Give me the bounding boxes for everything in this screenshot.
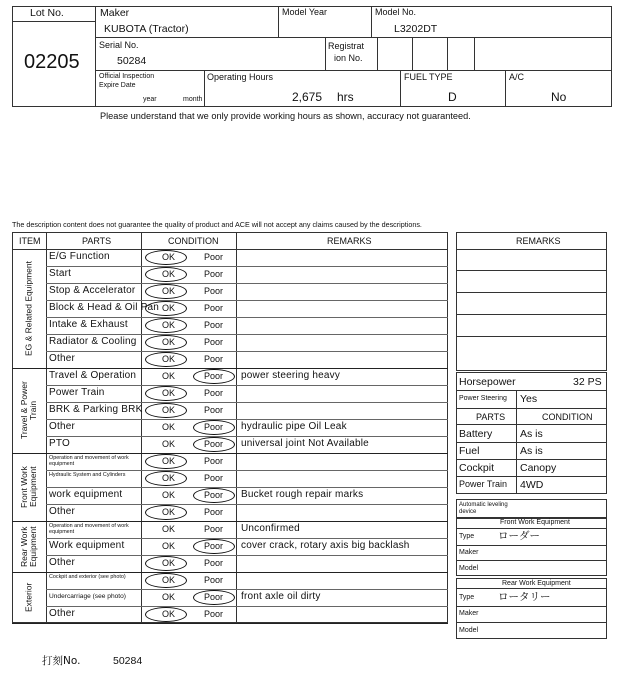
poor-selected-oval xyxy=(193,590,235,605)
ok-selected-oval xyxy=(145,607,187,622)
condition-ok: OK xyxy=(162,507,176,517)
condition-poor: Poor xyxy=(204,541,224,551)
battery-label: Battery xyxy=(459,428,493,440)
ok-selected-oval xyxy=(145,318,187,333)
rear-maker-label: Maker xyxy=(459,610,479,617)
hours-value: 2,675 xyxy=(292,90,323,104)
fuel-type-value: D xyxy=(448,90,457,104)
condition-poor: Poor xyxy=(204,252,224,262)
part-label: Radiator & Cooling xyxy=(49,336,137,347)
condition-poor: Poor xyxy=(204,575,224,585)
maker-label: Maker xyxy=(100,7,130,19)
condition-poor: Poor xyxy=(204,507,224,517)
condition-ok: OK xyxy=(162,388,176,398)
front-type-value: ローダー xyxy=(498,530,540,542)
part-label: Intake & Exhaust xyxy=(49,319,128,330)
ok-selected-oval xyxy=(145,505,187,520)
description-notice: The description content does not guarantee the quality of product and ACE will not accept any claims caused by the descriptions. xyxy=(12,220,422,229)
condition-ok: OK xyxy=(162,303,176,313)
remark-text: universal joint Not Available xyxy=(241,438,369,449)
model-year-label: Model Year xyxy=(282,7,328,17)
condition-ok: OK xyxy=(162,252,176,262)
remark-text: hydraulic pipe Oil Leak xyxy=(241,421,347,432)
rear-type-label: Type xyxy=(459,594,475,601)
condition-ok: OK xyxy=(162,575,176,585)
condition-ok: OK xyxy=(162,490,176,500)
condition-poor: Poor xyxy=(204,524,224,534)
hours-label: Operating Hours xyxy=(207,72,274,82)
ok-selected-oval xyxy=(145,556,187,571)
part-label: Operation and movement of work equipment xyxy=(49,523,129,536)
remark-text: cover crack, rotary axis big backlash xyxy=(241,540,410,551)
ok-selected-oval xyxy=(145,284,187,299)
condition-poor: Poor xyxy=(204,303,224,313)
fuel-label: Fuel xyxy=(459,445,480,457)
part-label: Hydraulic System and Cylinders xyxy=(49,472,126,478)
condition-poor: Poor xyxy=(204,269,224,279)
condition-ok: OK xyxy=(162,439,176,449)
col-header-condition: CONDITION xyxy=(168,236,219,246)
condition-poor: Poor xyxy=(204,388,224,398)
condition-ok: OK xyxy=(162,524,176,534)
rear-type-value: ロータリー xyxy=(498,591,551,603)
poor-selected-oval xyxy=(193,420,235,435)
part-label: BRK & Parking BRK xyxy=(49,404,143,415)
part-label: PTO xyxy=(49,438,70,449)
ok-selected-oval xyxy=(145,386,187,401)
condition-poor: Poor xyxy=(204,473,224,483)
ok-selected-oval xyxy=(145,301,187,316)
front-equipment-header: Front Work Equipment xyxy=(500,519,570,526)
condition-poor: Poor xyxy=(204,558,224,568)
part-label: Travel & Operation xyxy=(49,370,137,381)
ok-selected-oval xyxy=(145,335,187,350)
poor-selected-oval xyxy=(193,488,235,503)
lot-number: 02205 xyxy=(24,51,80,73)
part-label: Block & Head & Oil Pan xyxy=(49,302,160,313)
part-label: Other xyxy=(49,506,76,517)
ac-value: No xyxy=(551,90,567,104)
remark-text: front axle oil dirty xyxy=(241,591,321,602)
month-label: month xyxy=(183,96,203,103)
condition-poor: Poor xyxy=(204,490,224,500)
front-equipment-box xyxy=(456,518,607,576)
condition-ok: OK xyxy=(162,269,176,279)
side-remarks-header: REMARKS xyxy=(516,236,561,246)
condition-ok: OK xyxy=(162,558,176,568)
condition-ok: OK xyxy=(162,456,176,466)
poor-selected-oval xyxy=(193,369,235,384)
inspection-label-2: Expire Date xyxy=(99,82,136,89)
fuel-value: As is xyxy=(520,445,543,457)
condition-ok: OK xyxy=(162,422,176,432)
part-label: Other xyxy=(49,353,76,364)
model-no-value: L3202DT xyxy=(394,23,438,35)
condition-poor: Poor xyxy=(204,609,224,619)
power-steering-value: Yes xyxy=(520,393,538,405)
inspection-label-1: Official Inspection xyxy=(99,73,155,80)
condition-poor: Poor xyxy=(204,439,224,449)
ok-selected-oval xyxy=(145,250,187,265)
remark-text: Unconfirmed xyxy=(241,523,300,534)
lot-label: Lot No. xyxy=(30,7,64,19)
ok-selected-oval xyxy=(145,352,187,367)
spec-parts-header: PARTS xyxy=(476,412,506,422)
spec-condition-header: CONDITION xyxy=(542,412,593,422)
part-label: E/G Function xyxy=(49,251,110,262)
cockpit-label: Cockpit xyxy=(459,462,495,474)
condition-poor: Poor xyxy=(204,371,224,381)
condition-poor: Poor xyxy=(204,320,224,330)
ok-selected-oval xyxy=(145,573,187,588)
front-type-label: Type xyxy=(459,533,475,540)
part-label: Undercarriage (see photo) xyxy=(49,593,126,600)
part-label: Stop & Accelerator xyxy=(49,285,136,296)
condition-ok: OK xyxy=(162,473,176,483)
group-label: Front Work Equipment xyxy=(19,466,38,508)
poor-selected-oval xyxy=(193,437,235,452)
condition-ok: OK xyxy=(162,541,176,551)
horsepower-label: Horsepower xyxy=(459,376,516,388)
part-label: work equipment xyxy=(49,489,123,500)
power-train-value: 4WD xyxy=(520,479,544,491)
part-label: Other xyxy=(49,608,76,619)
front-maker-label: Maker xyxy=(459,549,479,556)
power-steering-label: Power Steering xyxy=(459,395,507,402)
part-label: Work equipment xyxy=(49,540,125,551)
fuel-type-label: FUEL TYPE xyxy=(404,72,453,82)
condition-ok: OK xyxy=(162,609,176,619)
part-label: Operation and movement of work equipment xyxy=(49,455,129,468)
group-label: Travel & Power Train xyxy=(19,381,38,440)
rear-model-label: Model xyxy=(459,627,479,634)
condition-ok: OK xyxy=(162,592,176,602)
condition-poor: Poor xyxy=(204,422,224,432)
condition-ok: OK xyxy=(162,354,176,364)
condition-poor: Poor xyxy=(204,286,224,296)
condition-ok: OK xyxy=(162,371,176,381)
model-no-label: Model No. xyxy=(375,7,417,17)
ok-selected-oval xyxy=(145,403,187,418)
part-label: Power Train xyxy=(49,387,105,398)
cockpit-value: Canopy xyxy=(520,462,557,474)
stamp-label: 打刻No. xyxy=(42,655,81,667)
condition-poor: Poor xyxy=(204,337,224,347)
poor-selected-oval xyxy=(193,539,235,554)
group-label: EG & Related Equipment xyxy=(23,261,34,356)
year-label: year xyxy=(143,96,157,103)
ac-label: A/C xyxy=(509,72,525,82)
group-label: Exterior xyxy=(23,582,34,613)
serial-label: Serial No. xyxy=(99,40,139,50)
condition-ok: OK xyxy=(162,405,176,415)
col-header-remarks: REMARKS xyxy=(327,236,372,246)
condition-poor: Poor xyxy=(204,354,224,364)
side-remarks-box xyxy=(456,232,607,371)
serial-value: 50284 xyxy=(117,55,147,67)
part-label: Cockpit and exterior (see photo) xyxy=(49,574,126,580)
remark-text: Bucket rough repair marks xyxy=(241,489,364,500)
part-label: Start xyxy=(49,268,72,279)
registration-label-2: ion No. xyxy=(334,53,363,63)
part-label: Other xyxy=(49,557,76,568)
condition-ok: OK xyxy=(162,286,176,296)
condition-ok: OK xyxy=(162,337,176,347)
battery-value: As is xyxy=(520,428,543,440)
part-label: Other xyxy=(49,421,76,432)
group-label: Rear Work Equipment xyxy=(19,526,38,567)
stamp-value: 50284 xyxy=(113,655,143,667)
horsepower-value: 32 PS xyxy=(573,376,602,388)
condition-poor: Poor xyxy=(204,405,224,415)
ok-selected-oval xyxy=(145,267,187,282)
ok-selected-oval xyxy=(145,471,187,486)
registration-label-1: Registrat xyxy=(328,41,365,51)
condition-poor: Poor xyxy=(204,592,224,602)
rear-equipment-header: Rear Work Equipment xyxy=(502,580,571,587)
condition-poor: Poor xyxy=(204,456,224,466)
hours-notice: Please understand that we only provide working hours as shown, accuracy not guaranteed. xyxy=(100,111,471,121)
ok-selected-oval xyxy=(145,454,187,469)
col-header-item: ITEM xyxy=(19,236,41,246)
leveling-label-2: device xyxy=(459,509,477,515)
remark-text: power steering heavy xyxy=(241,370,341,381)
maker-value: KUBOTA (Tractor) xyxy=(104,23,189,35)
power-train-label: Power Train xyxy=(459,479,508,489)
condition-ok: OK xyxy=(162,320,176,330)
front-model-label: Model xyxy=(459,565,479,572)
col-header-parts: PARTS xyxy=(82,236,112,246)
leveling-label-1: Automatic leveling xyxy=(459,502,508,508)
hours-unit: hrs xyxy=(337,90,354,104)
